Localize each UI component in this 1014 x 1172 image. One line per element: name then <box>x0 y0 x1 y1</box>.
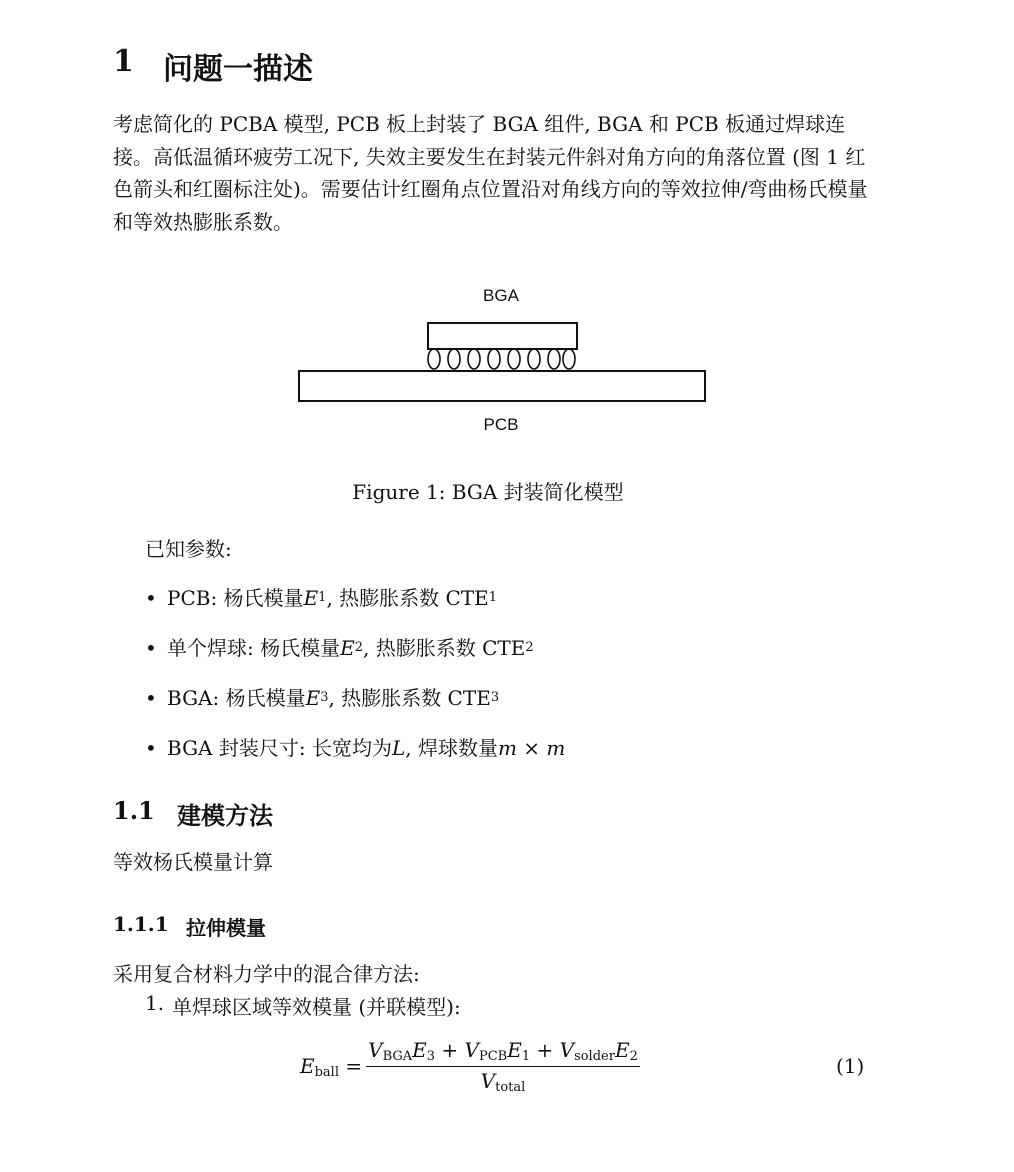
known-params-label: 已知参数: <box>145 537 232 561</box>
enum-item: 1. 单焊球区域等效模量 (并联模型): <box>145 991 461 1019</box>
subsubsection-number: 1.1.1 <box>113 912 169 936</box>
list-item: • PCB: 杨氏模量 E 1 , 热膨胀系数 CTE 1 <box>145 586 498 610</box>
figure-pcb-label: PCB <box>483 415 519 434</box>
pcb-board-rect <box>299 371 705 401</box>
figure-caption: Figure 1: BGA 封装简化模型 <box>352 480 624 504</box>
solder-ball <box>508 349 520 369</box>
subsection-text: 等效杨氏模量计算 <box>113 850 273 874</box>
subsubsection-title: 拉伸模量 <box>186 916 266 940</box>
section-number: 1 <box>113 44 134 79</box>
params-list <box>145 580 565 780</box>
subsection-heading <box>113 796 273 831</box>
section-heading <box>113 44 313 88</box>
solder-ball <box>528 349 540 369</box>
subsection-title: 建模方法 <box>177 801 273 830</box>
list-item: • 单个焊球: 杨氏模量 E 2 , 热膨胀系数 CTE 2 <box>145 636 534 660</box>
subsubsection-heading <box>113 912 266 941</box>
equation-denominator: $V_{total}$ <box>480 1069 526 1095</box>
intro-paragraph: 考虑简化的 PCBA 模型, PCB 板上封装了 BGA 组件, BGA 和 PCB 板通过焊球连接。高低温循环疲劳工况下, 失效主要发生在封装元件斜对角方向的角落位置 (图 1 红色箭头和红圈标注处)。需要估计红圈角点位置沿对角线方向的等效拉伸/弯曲杨氏模量和等效热膨胀系数。 <box>113 112 868 234</box>
subsection-number: 1.1 <box>113 796 155 825</box>
solder-balls <box>428 349 575 369</box>
bga-figure <box>0 280 1014 440</box>
list-item: • BGA: 杨氏模量 E 3 , 热膨胀系数 CTE 3 <box>145 686 500 710</box>
method-text: 采用复合材料力学中的混合律方法: <box>113 962 420 986</box>
list-item: • BGA 封装尺寸: 长宽均为 L , 焊球数量 m × m <box>145 736 566 760</box>
section-title: 问题一描述 <box>163 52 313 87</box>
solder-ball <box>428 349 440 369</box>
solder-ball <box>548 349 560 369</box>
figure-bga-label: BGA <box>483 286 519 305</box>
solder-ball <box>563 349 575 369</box>
bga-package-rect <box>428 323 577 349</box>
equation-number: (1) <box>836 1054 865 1078</box>
equation-numerator: $V_{BGA}E_3 + V_{PCB}E_1 + V_{solder}E_2$ <box>366 1038 640 1067</box>
solder-ball <box>468 349 480 369</box>
solder-ball <box>488 349 500 369</box>
equation-1: $E_{ball}$ = $V_{BGA}E_3 + V_{PCB}E_1 + V_{solder}E_2$ $V_{total}$ <box>300 1038 638 1095</box>
solder-ball <box>448 349 460 369</box>
